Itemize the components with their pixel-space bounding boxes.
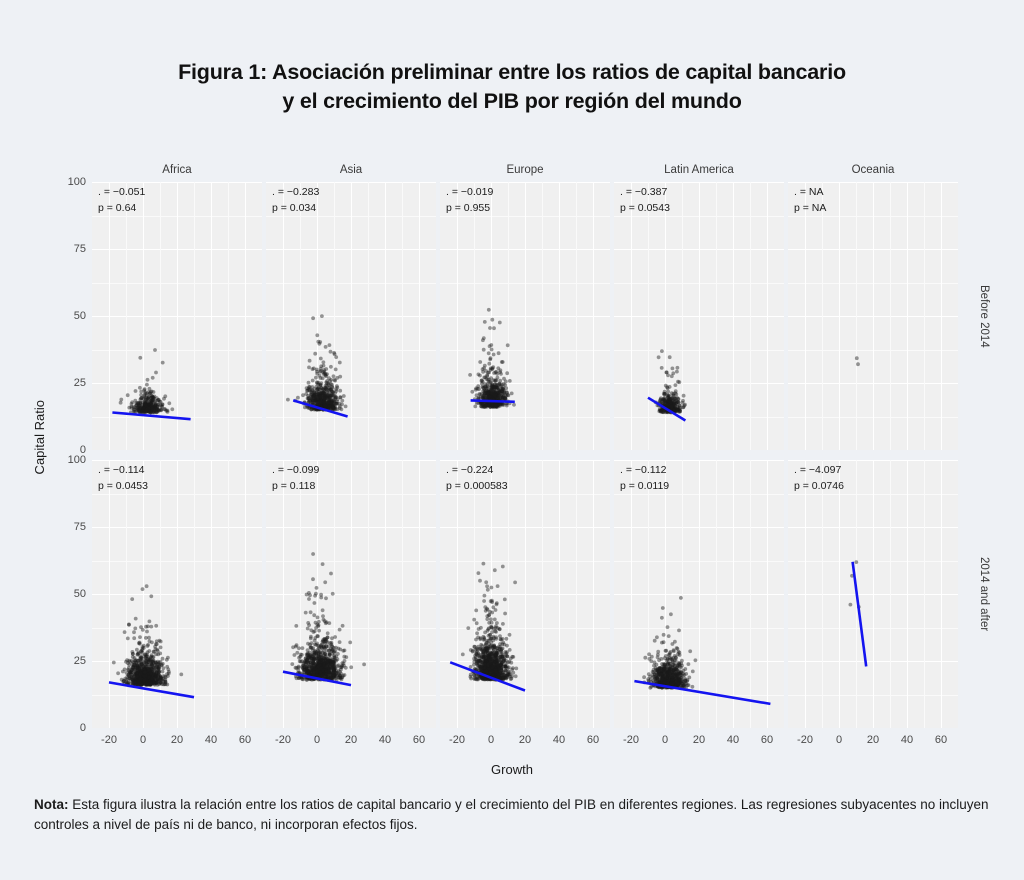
panel-stats-annotation <box>272 463 319 495</box>
p-value: p = 0.64 <box>98 201 137 214</box>
p-value: p = 0.034 <box>272 201 317 214</box>
p-value: p = 0.118 <box>272 479 316 492</box>
facet-column-label-europe: Europe <box>506 164 544 176</box>
x-tick-label: 0 <box>487 734 495 746</box>
panel-stats-annotation <box>98 463 148 495</box>
facet-panel-africa-before-2014 <box>92 182 262 450</box>
x-tick-label: 0 <box>835 734 843 746</box>
panel-stats-annotation <box>272 185 319 217</box>
x-tick-label: 60 <box>238 734 252 746</box>
x-tick-label: 40 <box>726 734 740 746</box>
p-value: p = NA <box>794 201 827 214</box>
x-tick-label: 60 <box>934 734 948 746</box>
correlation-value: . = −0.112 <box>620 464 667 476</box>
y-tick-label: 50 <box>73 588 86 600</box>
correlation-value: . = −0.114 <box>98 464 145 476</box>
panel-stats-annotation <box>794 463 844 495</box>
regression-line <box>853 562 867 667</box>
x-tick-label: 40 <box>900 734 914 746</box>
scatter-points <box>266 182 436 450</box>
panel-stats-annotation <box>620 185 670 217</box>
y-tick-label: 75 <box>73 521 86 533</box>
note-label: Nota: <box>34 797 69 812</box>
x-tick-label: 60 <box>760 734 774 746</box>
x-tick-label: 40 <box>378 734 392 746</box>
figure-note <box>34 795 994 836</box>
facet-panel-oceania-before-2014 <box>788 182 958 450</box>
facet-panel-asia-2014-and-after <box>266 460 436 728</box>
facet-panel-latin-america-before-2014 <box>614 182 784 450</box>
panel-stats-annotation <box>446 463 508 495</box>
panel-stats-annotation <box>98 185 145 217</box>
page-title <box>0 58 1024 116</box>
y-tick-label: 75 <box>73 243 86 255</box>
y-tick-label: 100 <box>67 176 86 188</box>
p-value: p = 0.0453 <box>98 479 148 492</box>
x-tick-label: -20 <box>623 734 639 746</box>
x-tick-label: 0 <box>139 734 147 746</box>
p-value: p = 0.0543 <box>620 201 670 214</box>
correlation-value: . = −0.099 <box>272 464 320 476</box>
scatter-points <box>788 460 958 728</box>
x-tick-label: -20 <box>449 734 465 746</box>
title-line-2: y el crecimiento del PIB por región del mundo <box>282 89 742 114</box>
facet-grid <box>30 150 994 790</box>
regression-line <box>471 400 515 401</box>
scatter-points <box>788 182 958 450</box>
panel-stats-annotation <box>446 185 493 217</box>
correlation-value: . = −0.387 <box>620 186 668 198</box>
facet-row-label-before-2014: Before 2014 <box>978 284 990 348</box>
facet-panel-latin-america-2014-and-after <box>614 460 784 728</box>
y-tick-label: 50 <box>73 310 86 322</box>
chart-area <box>30 150 994 790</box>
scatter-points <box>266 460 436 728</box>
title-line-1: Figura 1: Asociación preliminar entre los ratios de capital bancario <box>178 60 846 84</box>
x-tick-label: 20 <box>866 734 880 746</box>
x-axis-title: Growth <box>491 762 533 777</box>
p-value: p = 0.000583 <box>446 479 508 492</box>
correlation-value: . = −4.097 <box>794 464 842 476</box>
facet-panel-europe-2014-and-after <box>440 460 610 728</box>
y-tick-label: 25 <box>73 377 86 389</box>
x-tick-label: 40 <box>552 734 566 746</box>
p-value: p = 0.0746 <box>794 479 844 492</box>
scatter-points <box>614 182 784 450</box>
facet-panel-asia-before-2014 <box>266 182 436 450</box>
x-tick-label: 40 <box>204 734 218 746</box>
x-tick-label: 0 <box>661 734 669 746</box>
regression-line <box>634 681 770 704</box>
x-tick-label: -20 <box>275 734 291 746</box>
y-tick-label: 25 <box>73 655 86 667</box>
correlation-value: . = NA <box>794 186 824 198</box>
correlation-value: . = −0.051 <box>98 186 146 198</box>
x-tick-label: 60 <box>586 734 600 746</box>
facet-panel-africa-2014-and-after <box>92 460 262 728</box>
x-tick-label: 20 <box>518 734 532 746</box>
panel-stats-annotation <box>620 463 669 495</box>
y-tick-label: 0 <box>79 444 86 456</box>
y-tick-label: 100 <box>67 454 86 466</box>
facet-column-label-latin-america: Latin America <box>664 164 734 176</box>
facet-row-label-2014-and-after: 2014 and after <box>978 556 990 632</box>
x-tick-label: 60 <box>412 734 426 746</box>
scatter-points <box>92 460 262 728</box>
scatter-points <box>92 182 262 450</box>
facet-column-label-africa: Africa <box>162 164 192 176</box>
x-tick-label: -20 <box>797 734 813 746</box>
correlation-value: . = −0.283 <box>272 186 320 198</box>
facet-panel-europe-before-2014 <box>440 182 610 450</box>
x-tick-label: 20 <box>344 734 358 746</box>
correlation-value: . = −0.019 <box>446 186 494 198</box>
facet-column-label-asia: Asia <box>339 164 363 176</box>
x-tick-label: 0 <box>313 734 321 746</box>
panel-stats-annotation <box>794 185 826 217</box>
p-value: p = 0.0119 <box>620 479 670 492</box>
y-tick-label: 0 <box>79 722 86 734</box>
facet-panel-oceania-2014-and-after <box>788 460 958 728</box>
scatter-points <box>614 460 784 728</box>
facet-column-label-oceania: Oceania <box>851 164 895 176</box>
x-tick-label: 20 <box>170 734 184 746</box>
p-value: p = 0.955 <box>446 201 491 214</box>
y-axis-title: Capital Ratio <box>32 400 47 475</box>
note-text: Esta figura ilustra la relación entre los ratios de capital bancario y el crecimiento del PIB en diferentes regiones. Las regresiones subyacentes no incluyen controles a nivel de país ni de banco, ni incorporan efectos fijos. <box>34 797 989 833</box>
correlation-value: . = −0.224 <box>446 464 494 476</box>
scatter-points <box>440 460 610 728</box>
scatter-points <box>440 182 610 450</box>
x-tick-label: 20 <box>692 734 706 746</box>
x-tick-label: -20 <box>101 734 117 746</box>
